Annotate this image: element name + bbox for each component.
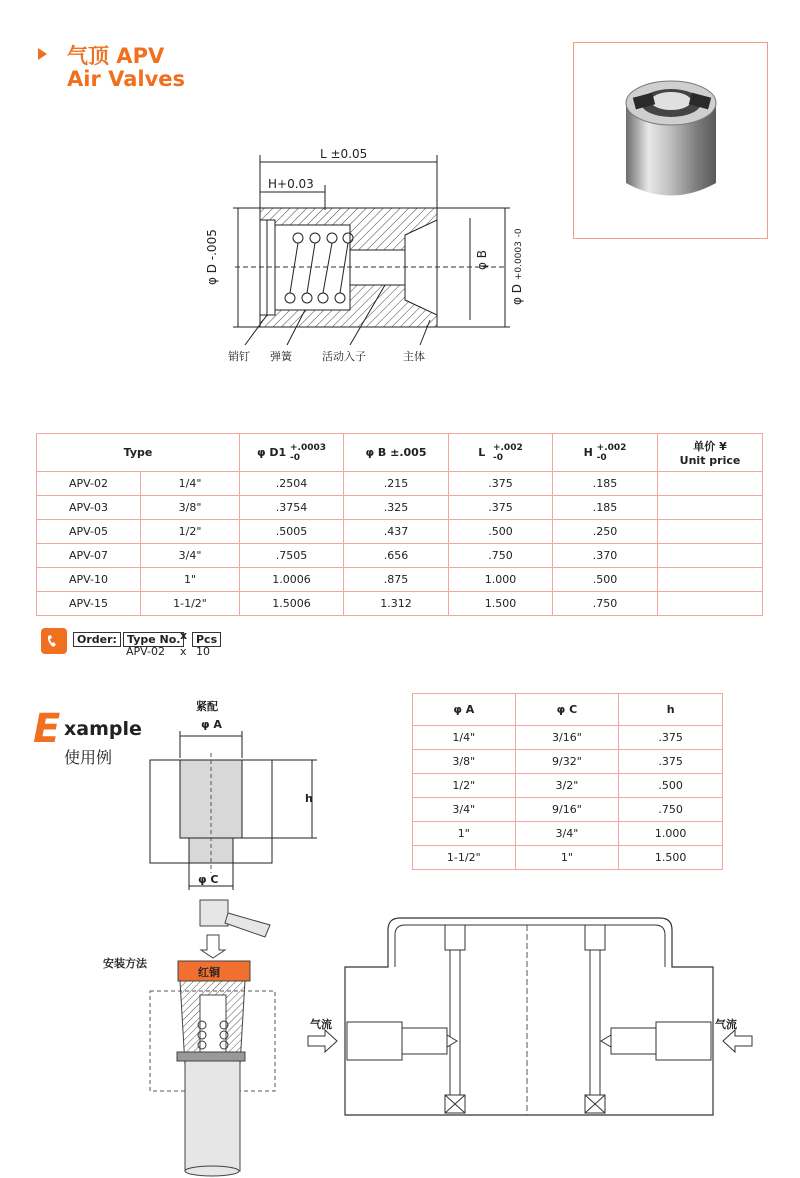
header-l: L +.002 -0 [449, 434, 553, 472]
table-cell: .375 [449, 472, 553, 496]
table-cell: .250 [553, 520, 658, 544]
table-row [37, 472, 763, 496]
table-cell: .3754 [240, 496, 344, 520]
dim-B-label: φ B [475, 250, 489, 270]
table-cell: .875 [344, 568, 449, 592]
order-example-x: x [180, 645, 187, 658]
table-row [37, 544, 763, 568]
table-cell: .656 [344, 544, 449, 568]
table-cell: .500 [619, 774, 723, 798]
table-cell: 9/16" [515, 798, 619, 822]
table-cell: .750 [449, 544, 553, 568]
spec-table [36, 433, 763, 616]
table-cell: 9/32" [515, 750, 619, 774]
table-row [413, 798, 723, 822]
order-example-type: APV-02 [126, 645, 166, 658]
example-title: xample [64, 718, 142, 740]
table-cell: 3/4" [413, 798, 516, 822]
table-cell [658, 496, 763, 520]
table-cell: APV-02 [37, 472, 141, 496]
table-cell: .375 [619, 726, 723, 750]
table-row [37, 520, 763, 544]
header-price: 单价 ¥ Unit price [658, 434, 763, 472]
table-cell: 1/2" [141, 520, 240, 544]
product-photo [573, 42, 768, 239]
table-cell: .2504 [240, 472, 344, 496]
dim-h-label: h [305, 792, 313, 805]
table-cell [658, 568, 763, 592]
fit-label: 紧配 [196, 700, 218, 713]
order-x: x [180, 629, 188, 642]
table-cell: 1" [413, 822, 516, 846]
header-type: Type [37, 434, 240, 472]
header-b: φ B ±.005 [344, 434, 449, 472]
table-cell: 1-1/2" [413, 846, 516, 870]
table-cell: 1.500 [449, 592, 553, 616]
table-cell: 1/4" [413, 726, 516, 750]
page-title-cn: 气顶 APV [67, 44, 165, 68]
table-cell [658, 520, 763, 544]
table-cell: 1.000 [449, 568, 553, 592]
table-cell: 3/8" [141, 496, 240, 520]
table-cell: .375 [619, 750, 723, 774]
table-cell: 1" [141, 568, 240, 592]
table-cell: 1" [515, 846, 619, 870]
table-cell: .215 [344, 472, 449, 496]
page-title-en: Air Valves [67, 67, 186, 91]
table-cell: 3/8" [413, 750, 516, 774]
table-cell: 3/4" [141, 544, 240, 568]
table-row [413, 726, 723, 750]
table-cell: .185 [553, 472, 658, 496]
table-cell: 3/16" [515, 726, 619, 750]
table-cell: .325 [344, 496, 449, 520]
table-cell: 3/2" [515, 774, 619, 798]
part-body-label: 主体 [403, 350, 425, 363]
fit-header-C: φ C [515, 694, 619, 726]
manifold-drawing [305, 910, 755, 1125]
dim-C-label: φ C [198, 873, 219, 886]
fit-header-A: φ A [413, 694, 516, 726]
header-h: H +.002 -0 [553, 434, 658, 472]
table-cell [658, 592, 763, 616]
order-label: Order: [73, 628, 121, 647]
table-cell: APV-10 [37, 568, 141, 592]
table-cell: 1.0006 [240, 568, 344, 592]
table-cell: 1-1/2" [141, 592, 240, 616]
copper-label: 红铜 [198, 966, 220, 979]
part-spring-label: 弹簧 [270, 350, 292, 363]
phone-icon [41, 628, 67, 654]
table-cell: .7505 [240, 544, 344, 568]
order-pcs: Pcs [192, 628, 221, 647]
table-cell: 1.5006 [240, 592, 344, 616]
dim-A-label: φ A [201, 718, 222, 731]
table-cell: 1.312 [344, 592, 449, 616]
table-cell [658, 472, 763, 496]
fit-header-h: h [619, 694, 723, 726]
dim-D-tol-label: φ D +0.0003 -0 [510, 228, 524, 305]
valve-section-drawing [205, 140, 540, 370]
table-cell: .370 [553, 544, 658, 568]
dim-L-label: L ±0.05 [320, 147, 368, 161]
table-cell: .375 [449, 496, 553, 520]
table-cell [658, 544, 763, 568]
example-title-cn: 使用例 [64, 748, 113, 767]
table-cell: 1.500 [619, 846, 723, 870]
table-row [37, 496, 763, 520]
table-cell: 1/2" [413, 774, 516, 798]
title-arrow-icon [38, 48, 47, 60]
fit-table [412, 693, 723, 870]
table-cell: 1/4" [141, 472, 240, 496]
table-row [37, 568, 763, 592]
table-cell: .750 [619, 798, 723, 822]
table-cell: APV-05 [37, 520, 141, 544]
airflow-right-label: 气流 [715, 1018, 737, 1031]
table-row [413, 822, 723, 846]
table-cell: .500 [553, 568, 658, 592]
table-cell: .5005 [240, 520, 344, 544]
table-cell: APV-15 [37, 592, 141, 616]
table-cell: 1.000 [619, 822, 723, 846]
dim-H-label: H+0.03 [268, 177, 314, 191]
header-d1: φ D1 +.0003 -0 [240, 434, 344, 472]
table-row [413, 846, 723, 870]
table-cell: .185 [553, 496, 658, 520]
table-row [413, 750, 723, 774]
part-pin-label: 销钉 [228, 350, 250, 363]
table-cell: APV-07 [37, 544, 141, 568]
table-cell: .750 [553, 592, 658, 616]
table-cell: 3/4" [515, 822, 619, 846]
order-example-qty: 10 [196, 645, 210, 658]
order-type-no: Type No. [123, 628, 184, 647]
air-valve-image [574, 43, 767, 238]
table-cell: .500 [449, 520, 553, 544]
fit-drawing [145, 728, 330, 893]
install-drawing [145, 895, 280, 1177]
table-cell: APV-03 [37, 496, 141, 520]
table-cell: .437 [344, 520, 449, 544]
airflow-left-label: 气流 [310, 1018, 332, 1031]
table-row [413, 774, 723, 798]
part-insert-label: 活动入子 [322, 350, 366, 363]
example-title-e: E [33, 706, 61, 752]
dim-D-label: φ D -.005 [205, 229, 219, 285]
install-label: 安装方法 [103, 957, 147, 970]
table-row [37, 592, 763, 616]
